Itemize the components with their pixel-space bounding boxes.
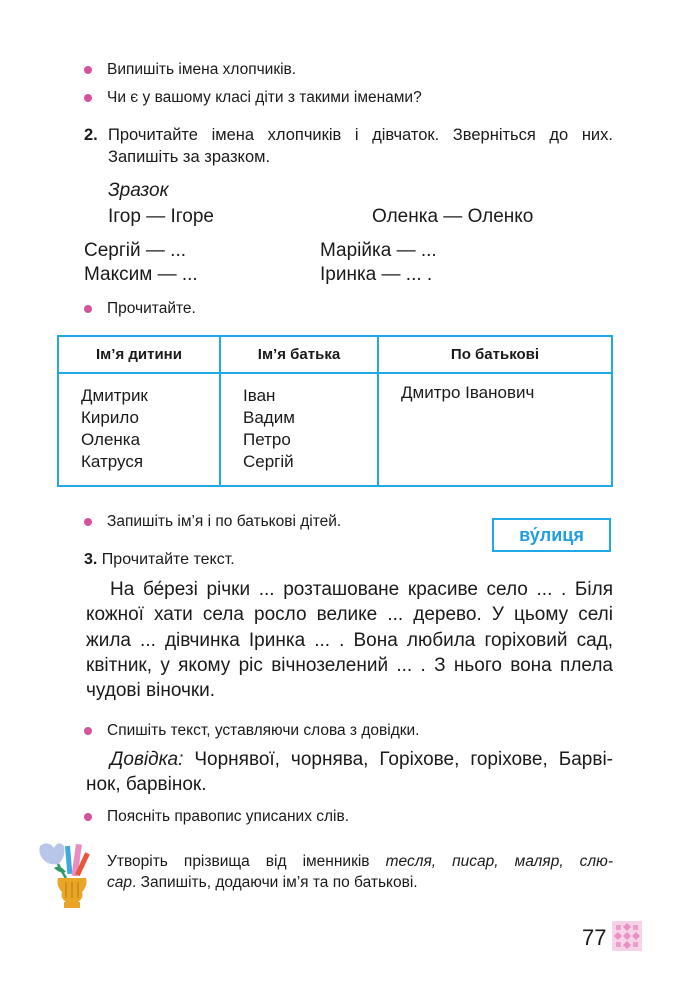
reference-line: Довідка: Чорнявої, чорнява, Горіхове, горіхове, Барві- <box>110 749 613 770</box>
sample-label: Зразок <box>108 180 169 201</box>
father-name: Вадим <box>243 408 295 427</box>
patronymics-cell <box>378 373 612 486</box>
patronymic: Дмитро Іванович <box>401 383 535 402</box>
exercise-right-1: Марійка — ... <box>320 240 437 261</box>
header-child-name: Ім’я дитини <box>58 336 220 373</box>
father-name: Іван <box>243 386 276 405</box>
text-line: чудові віночки. <box>86 680 216 702</box>
reference-line: нок, барвінок. <box>86 774 207 796</box>
child-name: Дмитрик <box>81 386 148 405</box>
table-header-row <box>58 336 612 373</box>
ornament-icon <box>612 921 642 951</box>
reference-block <box>86 747 613 798</box>
bullet-dot-icon <box>84 813 92 821</box>
father-name: Сергій <box>243 452 294 471</box>
exercise-right-2: Іринка — ... . <box>320 264 433 285</box>
child-name: Оленка <box>81 430 141 449</box>
names-table <box>57 335 613 487</box>
bullet-dot-icon <box>84 518 92 526</box>
child-names-cell <box>58 373 220 486</box>
task-2-heading: 2. <box>84 126 98 144</box>
page-number: 77 <box>582 925 607 950</box>
father-names-cell <box>220 373 378 486</box>
bullet-dot-icon <box>84 94 92 102</box>
task-3-heading: 3. Прочитайте текст. <box>84 551 235 568</box>
note-line: сар. Запишіть, додаючи ім’я та по батькові. <box>107 874 418 891</box>
text-line: На бе́резі річки ... розташоване красиве село ... . Біля <box>110 579 613 600</box>
reference-label: Довідка: <box>110 749 184 770</box>
bullet-dot-icon <box>84 727 92 735</box>
text-line: кожної хати села росло велике ... дерево. У цьому селі <box>86 604 613 626</box>
vase-with-pencils-icon <box>36 838 102 910</box>
text-line: квітник, у якому ріс вічнозелений ... . З нього вона плела <box>86 654 613 676</box>
child-name: Катруся <box>81 452 144 471</box>
exercise-left-2: Максим — ... <box>84 264 198 285</box>
creative-task-note <box>107 851 613 893</box>
task-3-text <box>86 577 613 703</box>
vocabulary-word-box: ву́лиця <box>492 518 611 552</box>
bullet-dot-icon <box>84 66 92 74</box>
child-name: Кирило <box>81 408 139 427</box>
task-2-instruction-line2: Запишіть за зразком. <box>108 148 271 166</box>
header-father-name: Ім’я батька <box>220 336 378 373</box>
father-name: Петро <box>243 430 291 449</box>
table-row <box>58 373 612 486</box>
sample-right: Оленка — Оленко <box>372 206 534 227</box>
text-line: жила ... дівчинка Іринка ... . Вона любила горіховий сад, <box>86 629 613 651</box>
header-patronymic: По батькові <box>378 336 612 373</box>
sample-left: Ігор — Ігоре <box>108 206 214 227</box>
bullet-dot-icon <box>84 305 92 313</box>
exercise-left-1: Сергій — ... <box>84 240 187 261</box>
note-line: Утворіть прізвища від іменників тесля, писар, маляр, слю- <box>107 853 613 870</box>
task-2-instruction-line1: Прочитайте імена хлопчиків і дівчаток. Зверніться до них. <box>108 126 613 144</box>
